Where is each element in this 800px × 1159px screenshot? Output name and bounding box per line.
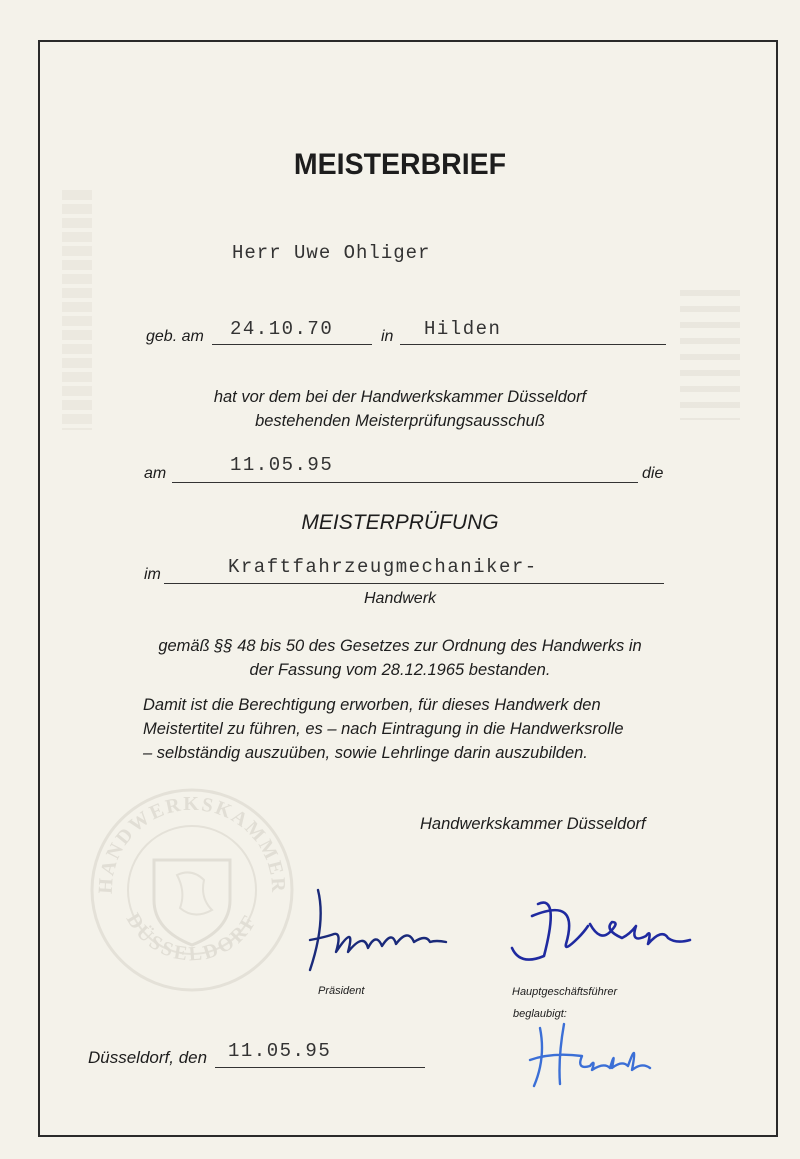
issuer-name: Handwerkskammer Düsseldorf: [420, 815, 646, 833]
president-signature: [296, 882, 466, 982]
rights-line-2: Meistertitel zu führen, es – nach Eintragung in die Handwerksrolle: [143, 720, 624, 738]
recipient-name: Herr Uwe Ohliger: [232, 242, 431, 264]
exam-date-value: 11.05.95: [230, 454, 334, 476]
embossed-seal: [82, 780, 302, 1000]
certification-signature: [512, 1018, 662, 1093]
place-date-label: Düsseldorf, den: [88, 1048, 208, 1067]
intro-line-1: hat vor dem bei der Handwerkskammer Düsseldorf: [213, 388, 587, 406]
intro-line-2: bestehenden Meisterprüfungsausschuß: [255, 412, 545, 430]
birth-place-line: [400, 344, 666, 345]
seal-text-top: HANDWERKSKAMMER: [94, 793, 290, 895]
director-label: Hauptgeschäftsführer: [512, 986, 618, 998]
exam-date-suffix: die: [642, 465, 664, 482]
birth-date-line: [212, 344, 372, 345]
exam-title: MEISTERPRÜFUNG: [301, 511, 499, 534]
law-line-2: der Fassung vom 28.12.1965 bestanden.: [249, 661, 551, 679]
rights-line-3: – selbständig auszuüben, sowie Lehrlinge darin auszubilden.: [143, 744, 588, 762]
president-label: Präsident: [318, 985, 365, 997]
trade-line: [164, 583, 664, 584]
birth-place-label: in: [381, 328, 394, 345]
law-line-1: gemäß §§ 48 bis 50 des Gesetzes zur Ordnung des Handwerks in: [158, 637, 642, 655]
director-signature: [500, 886, 700, 976]
birth-date-label: geb. am: [146, 328, 204, 345]
issue-date-line: [215, 1067, 425, 1068]
exam-date-label: am: [144, 465, 167, 482]
trade-value: Kraftfahrzeugmechaniker-: [228, 556, 538, 578]
birth-place-value: Hilden: [424, 318, 502, 340]
trade-label: im: [144, 566, 161, 583]
certified-label: beglaubigt:: [513, 1008, 567, 1020]
document-title: MEISTERBRIEF: [293, 148, 507, 181]
exam-date-line: [172, 482, 638, 483]
trade-suffix: Handwerk: [363, 590, 437, 607]
issue-date-value: 11.05.95: [228, 1040, 332, 1062]
seal-text-bottom: DÜSSELDORF: [121, 909, 263, 966]
birth-date-value: 24.10.70: [230, 318, 334, 340]
rights-line-1: Damit ist die Berechtigung erworben, für dieses Handwerk den: [143, 696, 601, 714]
